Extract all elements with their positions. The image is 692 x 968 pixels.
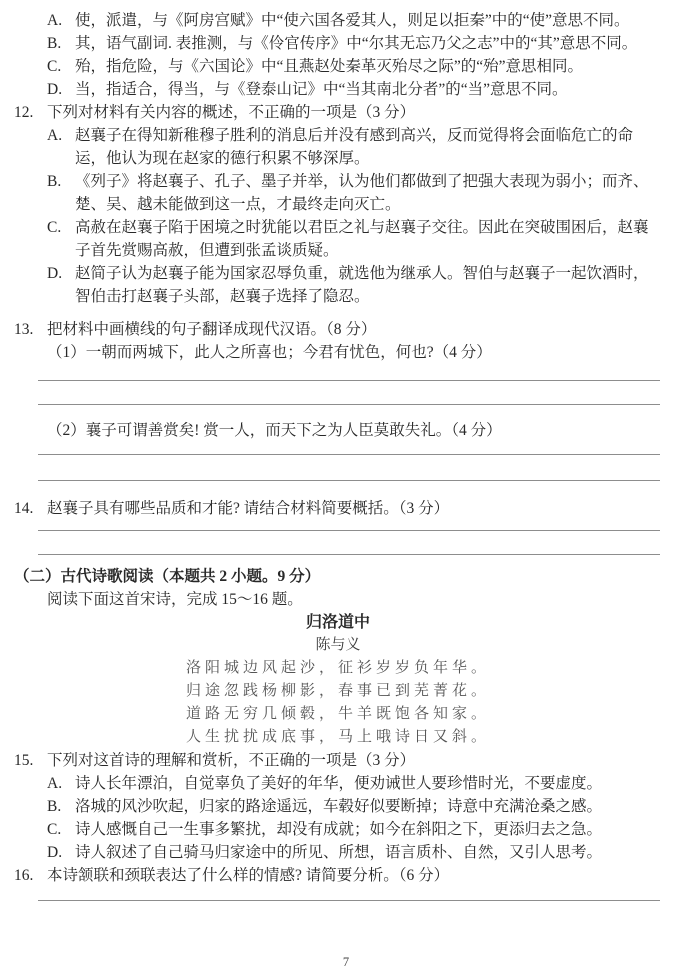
option-text: 诗人感慨自己一生事多繁扰，却没有成就；如今在斜阳之下，更添归去之急。 (75, 821, 603, 838)
option-label: D. (47, 265, 63, 282)
question-11-options (47, 9, 662, 101)
option-text: 当，指适合，得当，与《登泰山记》中“当其南北分者”的“当”意思不同。 (75, 81, 568, 98)
option-label: D. (47, 81, 63, 98)
poem-title: 归洛道中 (305, 614, 370, 631)
option-label: C. (47, 58, 62, 75)
option-text: 《列子》将赵襄子、孔子、墨子并举，认为他们都做到了把强大表现为弱小；而齐、楚、吴、越未能做到这一点，才最终走向灭亡。 (75, 173, 649, 213)
option-row (47, 818, 662, 841)
question-stem: 把材料中画横线的句子翻译成现代汉语。（8 分） (47, 321, 377, 338)
option-row (47, 262, 662, 308)
option-row (47, 841, 662, 864)
option-row (47, 216, 662, 262)
option-row (47, 170, 662, 216)
poem-line: 道路无穷几倾毂，牛羊既饱各知家。 (185, 706, 490, 722)
option-row (47, 32, 662, 55)
question-13-sub-2 (14, 419, 662, 442)
question-12 (14, 101, 662, 308)
question-stem: 下列对这首诗的理解和赏析，不正确的一项是（3 分） (47, 752, 416, 769)
option-text: 高赦在赵襄子陷于困境之时犹能以君臣之礼与赵襄子交往。因此在突破围困后，赵襄子首先赏赐高赦，但遭到张孟谈质疑。 (75, 219, 649, 259)
poem-block (14, 611, 662, 749)
option-text: 殆，指危险，与《六国论》中“且燕赵处秦革灭殆尽之际”的“殆”意思相同。 (75, 58, 584, 75)
option-label: A. (47, 127, 63, 144)
question-14 (14, 497, 662, 520)
option-label: A. (47, 775, 63, 792)
question-stem: 赵襄子具有哪些品质和才能? 请结合材料简要概括。（3 分） (47, 500, 450, 517)
option-row (47, 78, 662, 101)
page-number: 7 (342, 955, 350, 968)
question-number: 14. (14, 500, 34, 517)
answer-line (38, 554, 660, 555)
sub-question-2: （2）襄子可谓善赏矣! 赏一人，而天下之为人臣莫敢失礼。（4 分） (47, 422, 502, 439)
sub-question-1: （1）一朝而两城下，此人之所喜也；今君有忧色，何也?（4 分） (47, 344, 492, 361)
option-text: 使，派遣，与《阿房宫赋》中“使六国各爱其人，则足以拒秦”中的“使”意思不同。 (75, 12, 630, 29)
option-text: 其，语气副词. 表推测，与《伶官传序》中“尔其无忘乃父之志”中的“其”意思不同。 (75, 35, 638, 52)
answer-line (38, 480, 660, 481)
poem-line: 洛阳城边风起沙，征衫岁岁负年华。 (185, 660, 490, 676)
answer-line (38, 380, 660, 381)
question-stem: 本诗颔联和颈联表达了什么样的情感? 请简要分析。（6 分） (47, 867, 450, 884)
answer-line (38, 900, 660, 901)
question-number: 15. (14, 752, 34, 769)
option-row (47, 795, 662, 818)
question-15 (14, 749, 662, 864)
option-text: 诗人长年漂泊，自觉辜负了美好的年华，便劝诫世人要珍惜时光，不要虚度。 (75, 775, 603, 792)
option-row (47, 9, 662, 32)
option-row (47, 124, 662, 170)
question-number: 12. (14, 104, 34, 121)
option-label: B. (47, 173, 62, 190)
option-text: 洛城的风沙吹起，归家的路途遥远，车毂好似要断掉；诗意中充满沧桑之感。 (75, 798, 603, 815)
question-13 (14, 318, 662, 364)
poem-author: 陈与义 (315, 637, 361, 653)
option-text: 赵襄子在得知新稚穆子胜利的消息后并没有感到高兴，反而觉得将会面临危亡的命运，他认为现在赵家的德行积累不够深厚。 (75, 127, 634, 167)
option-label: A. (47, 12, 63, 29)
option-label: B. (47, 798, 62, 815)
option-label: C. (47, 219, 62, 236)
option-text: 赵简子认为赵襄子能为国家忍辱负重，就选他为继承人。智伯与赵襄子一起饮酒时，智伯击打赵襄子头部，赵襄子选择了隐忍。 (75, 265, 649, 305)
section-2-header: （二）古代诗歌阅读（本题共 2 小题。9 分） (14, 568, 321, 585)
question-16 (14, 864, 662, 887)
question-stem: 下列对材料有关内容的概述，不正确的一项是（3 分） (47, 104, 416, 121)
option-label: C. (47, 821, 62, 838)
question-number: 13. (14, 321, 34, 338)
answer-line (38, 454, 660, 455)
answer-line (38, 530, 660, 531)
section-2-intro: 阅读下面这首宋诗，完成 15～16 题。 (47, 591, 303, 608)
option-row (47, 772, 662, 795)
poem-line: 人生扰扰成底事，马上哦诗日又斜。 (185, 729, 490, 745)
option-label: D. (47, 844, 63, 861)
poem-line: 归途忽践杨柳影，春事已到芜菁花。 (185, 683, 490, 699)
answer-line (38, 404, 660, 405)
option-text: 诗人叙述了自己骑马归家途中的所见、所想，语言质朴、自然，又引人思考。 (75, 844, 603, 861)
option-row (47, 55, 662, 78)
option-label: B. (47, 35, 62, 52)
question-number: 16. (14, 867, 34, 884)
